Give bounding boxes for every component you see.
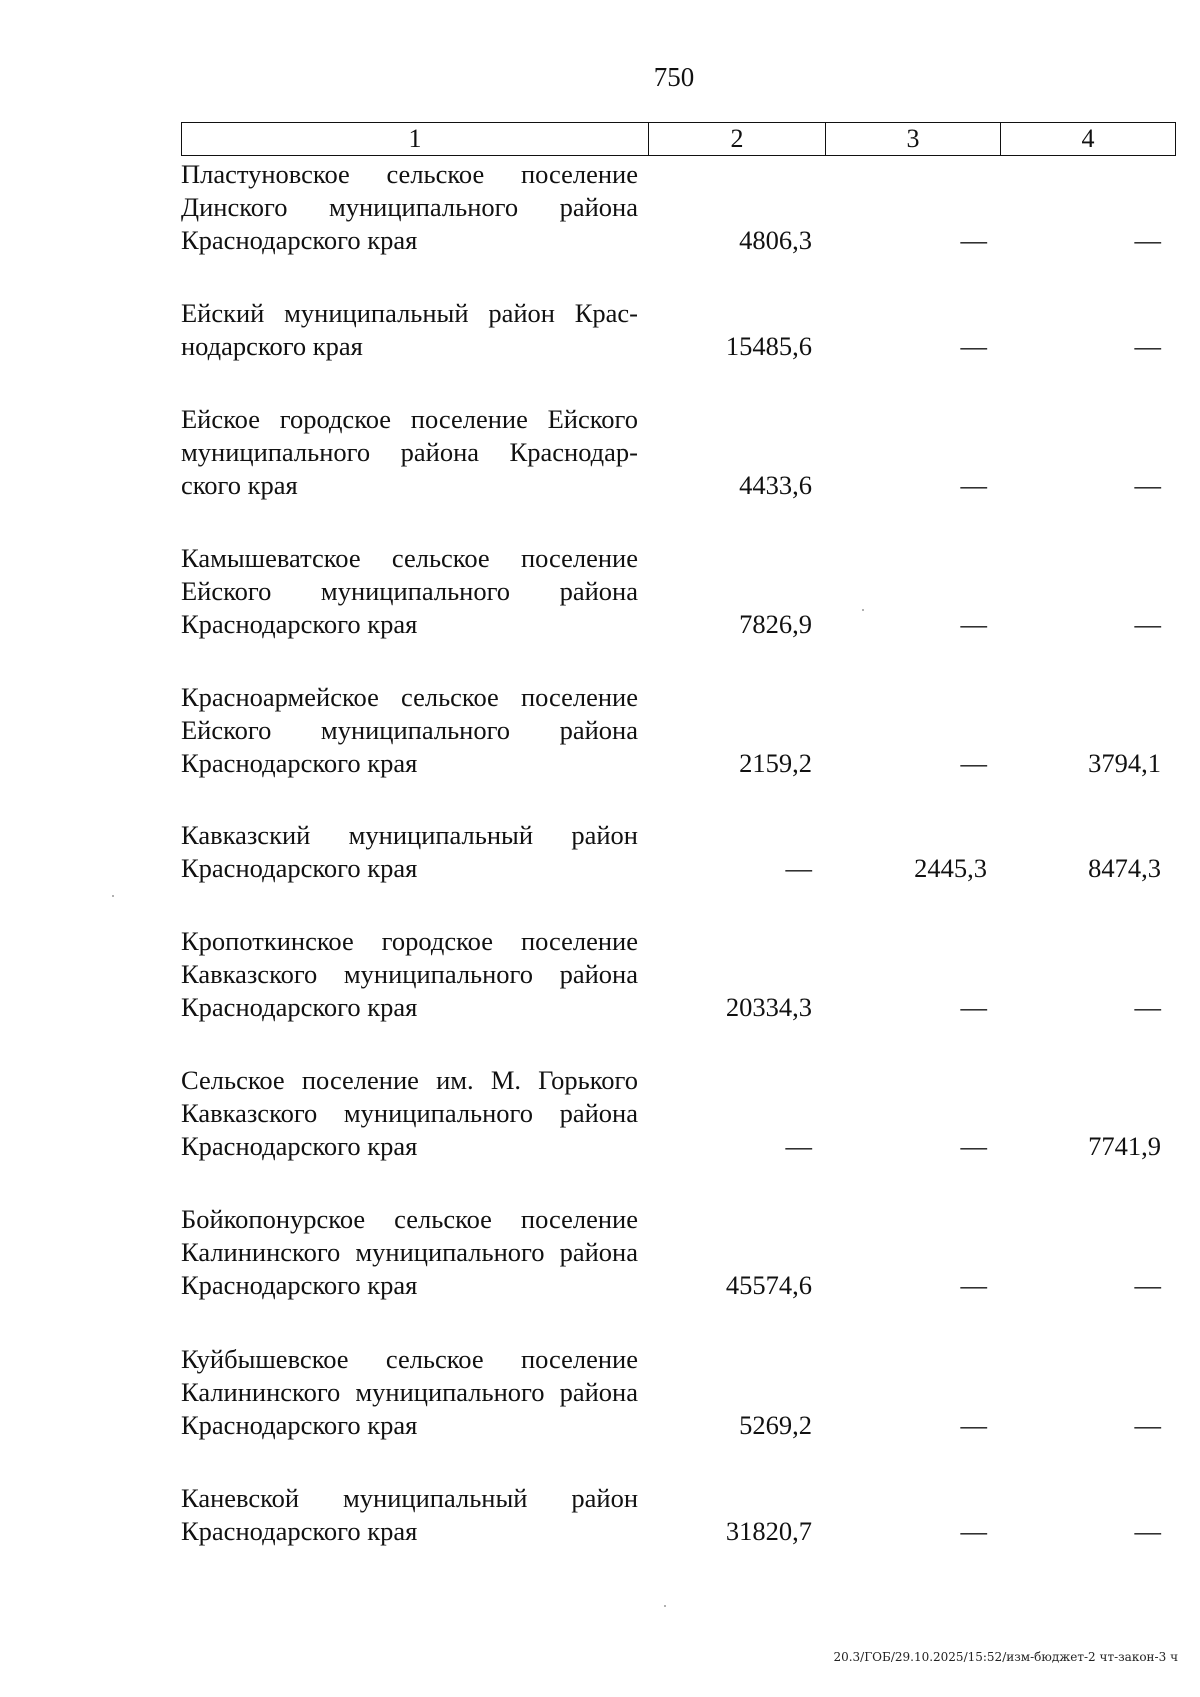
row-col-2-value: 20334,3	[725, 992, 812, 1022]
row-name: Бойкопонурское сельское поселение Калининского муниципального района Краснодарского края	[181, 1204, 638, 1300]
row-name: Ейский муниципальный район Краснодарского края	[181, 298, 638, 361]
row-col-2-value: —	[785, 853, 812, 883]
row-name: Кавказский муниципальный район Краснодарского края	[181, 820, 638, 883]
row-col-4-value: —	[1134, 470, 1161, 500]
document-footer-code: 20.3/ГОБ/29.10.2025/15:52/изм-бюджет-2 чт-закон-3 ч	[833, 1650, 1178, 1664]
scan-speck	[112, 895, 114, 897]
page-number: 750	[653, 62, 695, 92]
row-col-2-value: 2159,2	[739, 748, 812, 778]
row-col-3-value: —	[960, 1516, 987, 1546]
row-col-2-value: 7826,9	[739, 609, 812, 639]
row-col-2-value: 45574,6	[725, 1270, 812, 1300]
row-name: Каневской муниципальный район Краснодарского края	[181, 1483, 638, 1546]
row-col-3-value: 2445,3	[914, 853, 987, 883]
row-col-2-value: 31820,7	[725, 1516, 812, 1546]
row-name: Камышеватское сельское поселение Ейского муниципального района Краснодарского края	[181, 543, 638, 639]
header-col-4: 4	[1001, 123, 1176, 156]
row-col-3-value: —	[960, 1131, 987, 1161]
row-col-4-value: —	[1134, 992, 1161, 1022]
row-name: Куйбышевское сельское поселение Калининского муниципального района Краснодарского края	[181, 1344, 638, 1440]
row-col-4-value: —	[1134, 1410, 1161, 1440]
row-col-2-value: —	[785, 1131, 812, 1161]
row-col-3-value: —	[960, 331, 987, 361]
header-row	[182, 123, 1176, 156]
column-header-table	[181, 122, 1176, 156]
row-col-3-value: —	[960, 992, 987, 1022]
row-col-2-value: 15485,6	[725, 331, 812, 361]
row-col-4-value: —	[1134, 225, 1161, 255]
scan-speck	[664, 1605, 666, 1607]
row-name: Кропоткинское городское поселение Кавказского муниципального района Краснодарского края	[181, 926, 638, 1022]
row-name: Сельское поселение им. М. Горького Кавказского муниципального района Краснодарского края	[181, 1065, 638, 1161]
row-col-3-value: —	[960, 1270, 987, 1300]
row-col-4-value: 3794,1	[1088, 748, 1161, 778]
scan-speck	[862, 609, 864, 611]
row-col-3-value: —	[960, 470, 987, 500]
row-col-4-value: —	[1134, 609, 1161, 639]
header-col-3: 3	[826, 123, 1001, 156]
row-col-3-value: —	[960, 748, 987, 778]
row-col-4-value: —	[1134, 331, 1161, 361]
row-col-4-value: 7741,9	[1088, 1131, 1161, 1161]
row-col-3-value: —	[960, 1410, 987, 1440]
row-col-4-value: —	[1134, 1516, 1161, 1546]
row-col-3-value: —	[960, 225, 987, 255]
row-col-2-value: 5269,2	[739, 1410, 812, 1440]
row-col-2-value: 4806,3	[739, 225, 812, 255]
row-name: Красноармейское сельское поселение Ейского муниципального района Краснодарского края	[181, 682, 638, 778]
row-col-2-value: 4433,6	[739, 470, 812, 500]
row-name: Ейское городское поселение Ейского муниципального района Краснодарского края	[181, 404, 638, 500]
row-name: Пластуновское сельское поселение Динского муниципального района Краснодарского края	[181, 159, 638, 255]
header-col-2: 2	[649, 123, 826, 156]
header-col-1: 1	[182, 123, 649, 156]
row-col-4-value: 8474,3	[1088, 853, 1161, 883]
row-col-3-value: —	[960, 609, 987, 639]
row-col-4-value: —	[1134, 1270, 1161, 1300]
